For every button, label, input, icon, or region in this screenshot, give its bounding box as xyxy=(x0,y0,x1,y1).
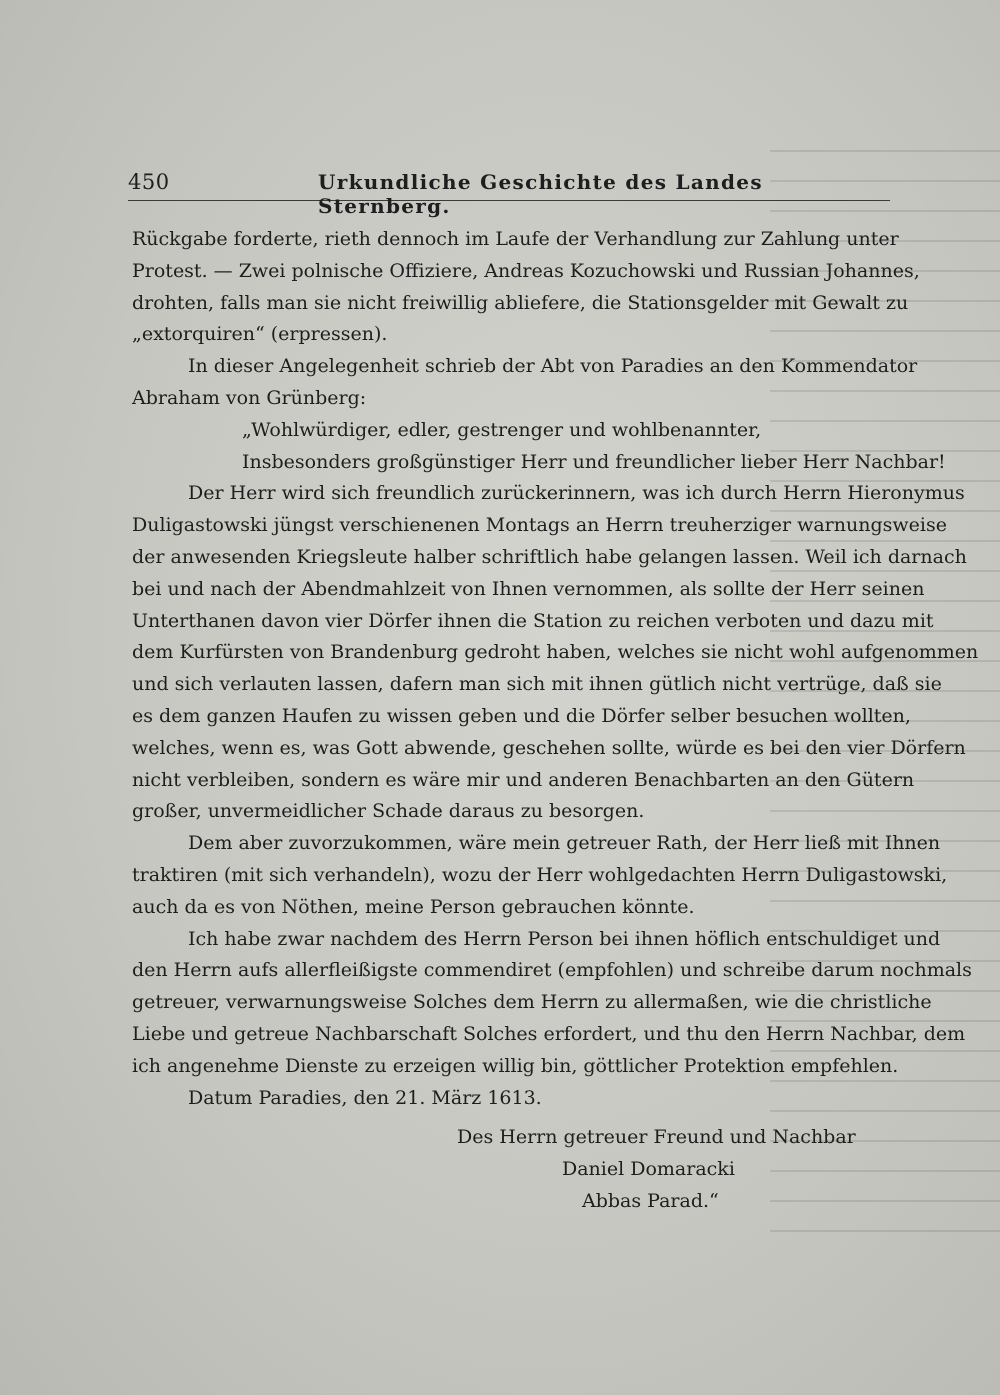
text-line: den Herrn aufs allerfleißigste commendiret (empfohlen) und schreibe darum nochmals xyxy=(132,959,972,982)
running-title: Urkundliche Geschichte des Landes Sternberg. xyxy=(318,170,763,218)
text-line: Unterthanen davon vier Dörfer ihnen die Station zu reichen verboten und dazu mit xyxy=(132,609,934,632)
paragraph-start: Ich habe zwar nachdem des Herrn Person bei ihnen höflich entschuldiget und xyxy=(188,927,941,950)
text-line: getreuer, verwarnungsweise Solches dem Herrn zu allermaßen, wie die christliche xyxy=(132,991,932,1014)
text-line: Abraham von Grünberg: xyxy=(132,386,367,409)
text-line: traktiren (mit sich verhandeln), wozu der Herr wohlgedachten Herrn Duligastowski, xyxy=(132,863,948,886)
text-line: es dem ganzen Haufen zu wissen geben und die Dörfer selber besuchen wollten, xyxy=(132,704,911,727)
page-header xyxy=(128,168,890,218)
text-line: Duligastowski jüngst verschienenen Montags an Herrn treuherziger warnungsweise xyxy=(132,514,947,537)
page-number: 450 xyxy=(128,170,170,194)
text-line: Protest. — Zwei polnische Offiziere, Andreas Kozuchowski und Russian Johannes, xyxy=(132,259,920,282)
text-line: großer, unvermeidlicher Schade daraus zu besorgen. xyxy=(132,800,645,823)
salutation-line: „Wohlwürdiger, edler, gestrenger und wohlbenannter, xyxy=(242,418,762,441)
text-line: welches, wenn es, was Gott abwende, geschehen sollte, würde es bei den vier Dörfern xyxy=(132,736,966,759)
text-line: „extorquiren“ (erpressen). xyxy=(132,323,388,346)
paragraph-start: Dem aber zuvorzukommen, wäre mein getreuer Rath, der Herr ließ mit Ihnen xyxy=(188,832,941,855)
text-line: nicht verbleiben, sondern es wäre mir und anderen Benachbarten an den Gütern xyxy=(132,768,915,791)
paragraph-start: In dieser Angelegenheit schrieb der Abt von Paradies an den Kommendator xyxy=(188,355,918,378)
signature-name: Daniel Domaracki xyxy=(562,1158,735,1181)
salutation-line: Insbesonders großgünstiger Herr und freundlicher lieber Herr Nachbar! xyxy=(242,450,946,473)
text-line: Rückgabe forderte, rieth dennoch im Laufe der Verhandlung zur Zahlung unter xyxy=(132,228,899,250)
text-line: ich angenehme Dienste zu erzeigen willig bin, göttlicher Protektion empfehlen. xyxy=(132,1054,899,1077)
text-line: Liebe und getreue Nachbarschaft Solches erfordert, und thu den Herrn Nachbar, dem xyxy=(132,1022,966,1045)
signature-closing: Des Herrn getreuer Freund und Nachbar xyxy=(457,1126,856,1149)
paragraph-start: Der Herr wird sich freundlich zurückerinnern, was ich durch Herrn Hieronymus xyxy=(188,482,965,505)
text-line: drohten, falls man sie nicht freiwillig abliefere, die Stationsgelder mit Gewalt zu xyxy=(132,291,909,314)
text-line: der anwesenden Kriegsleute halber schriftlich habe gelangen lassen. Weil ich darnach xyxy=(132,545,967,568)
text-line: auch da es von Nöthen, meine Person gebrauchen könnte. xyxy=(132,895,695,918)
text-line: und sich verlauten lassen, dafern man sich mit ihnen gütlich nicht vertrüge, daß sie xyxy=(132,673,942,696)
signature-title: Abbas Parad.“ xyxy=(582,1189,719,1212)
text-line: bei und nach der Abendmahlzeit von Ihnen vernommen, als sollte der Herr seinen xyxy=(132,577,925,600)
text-line: dem Kurfürsten von Brandenburg gedroht haben, welches sie nicht wohl aufgenommen xyxy=(132,641,979,664)
body-text xyxy=(132,224,979,1218)
date-line: Datum Paradies, den 21. März 1613. xyxy=(188,1086,542,1109)
